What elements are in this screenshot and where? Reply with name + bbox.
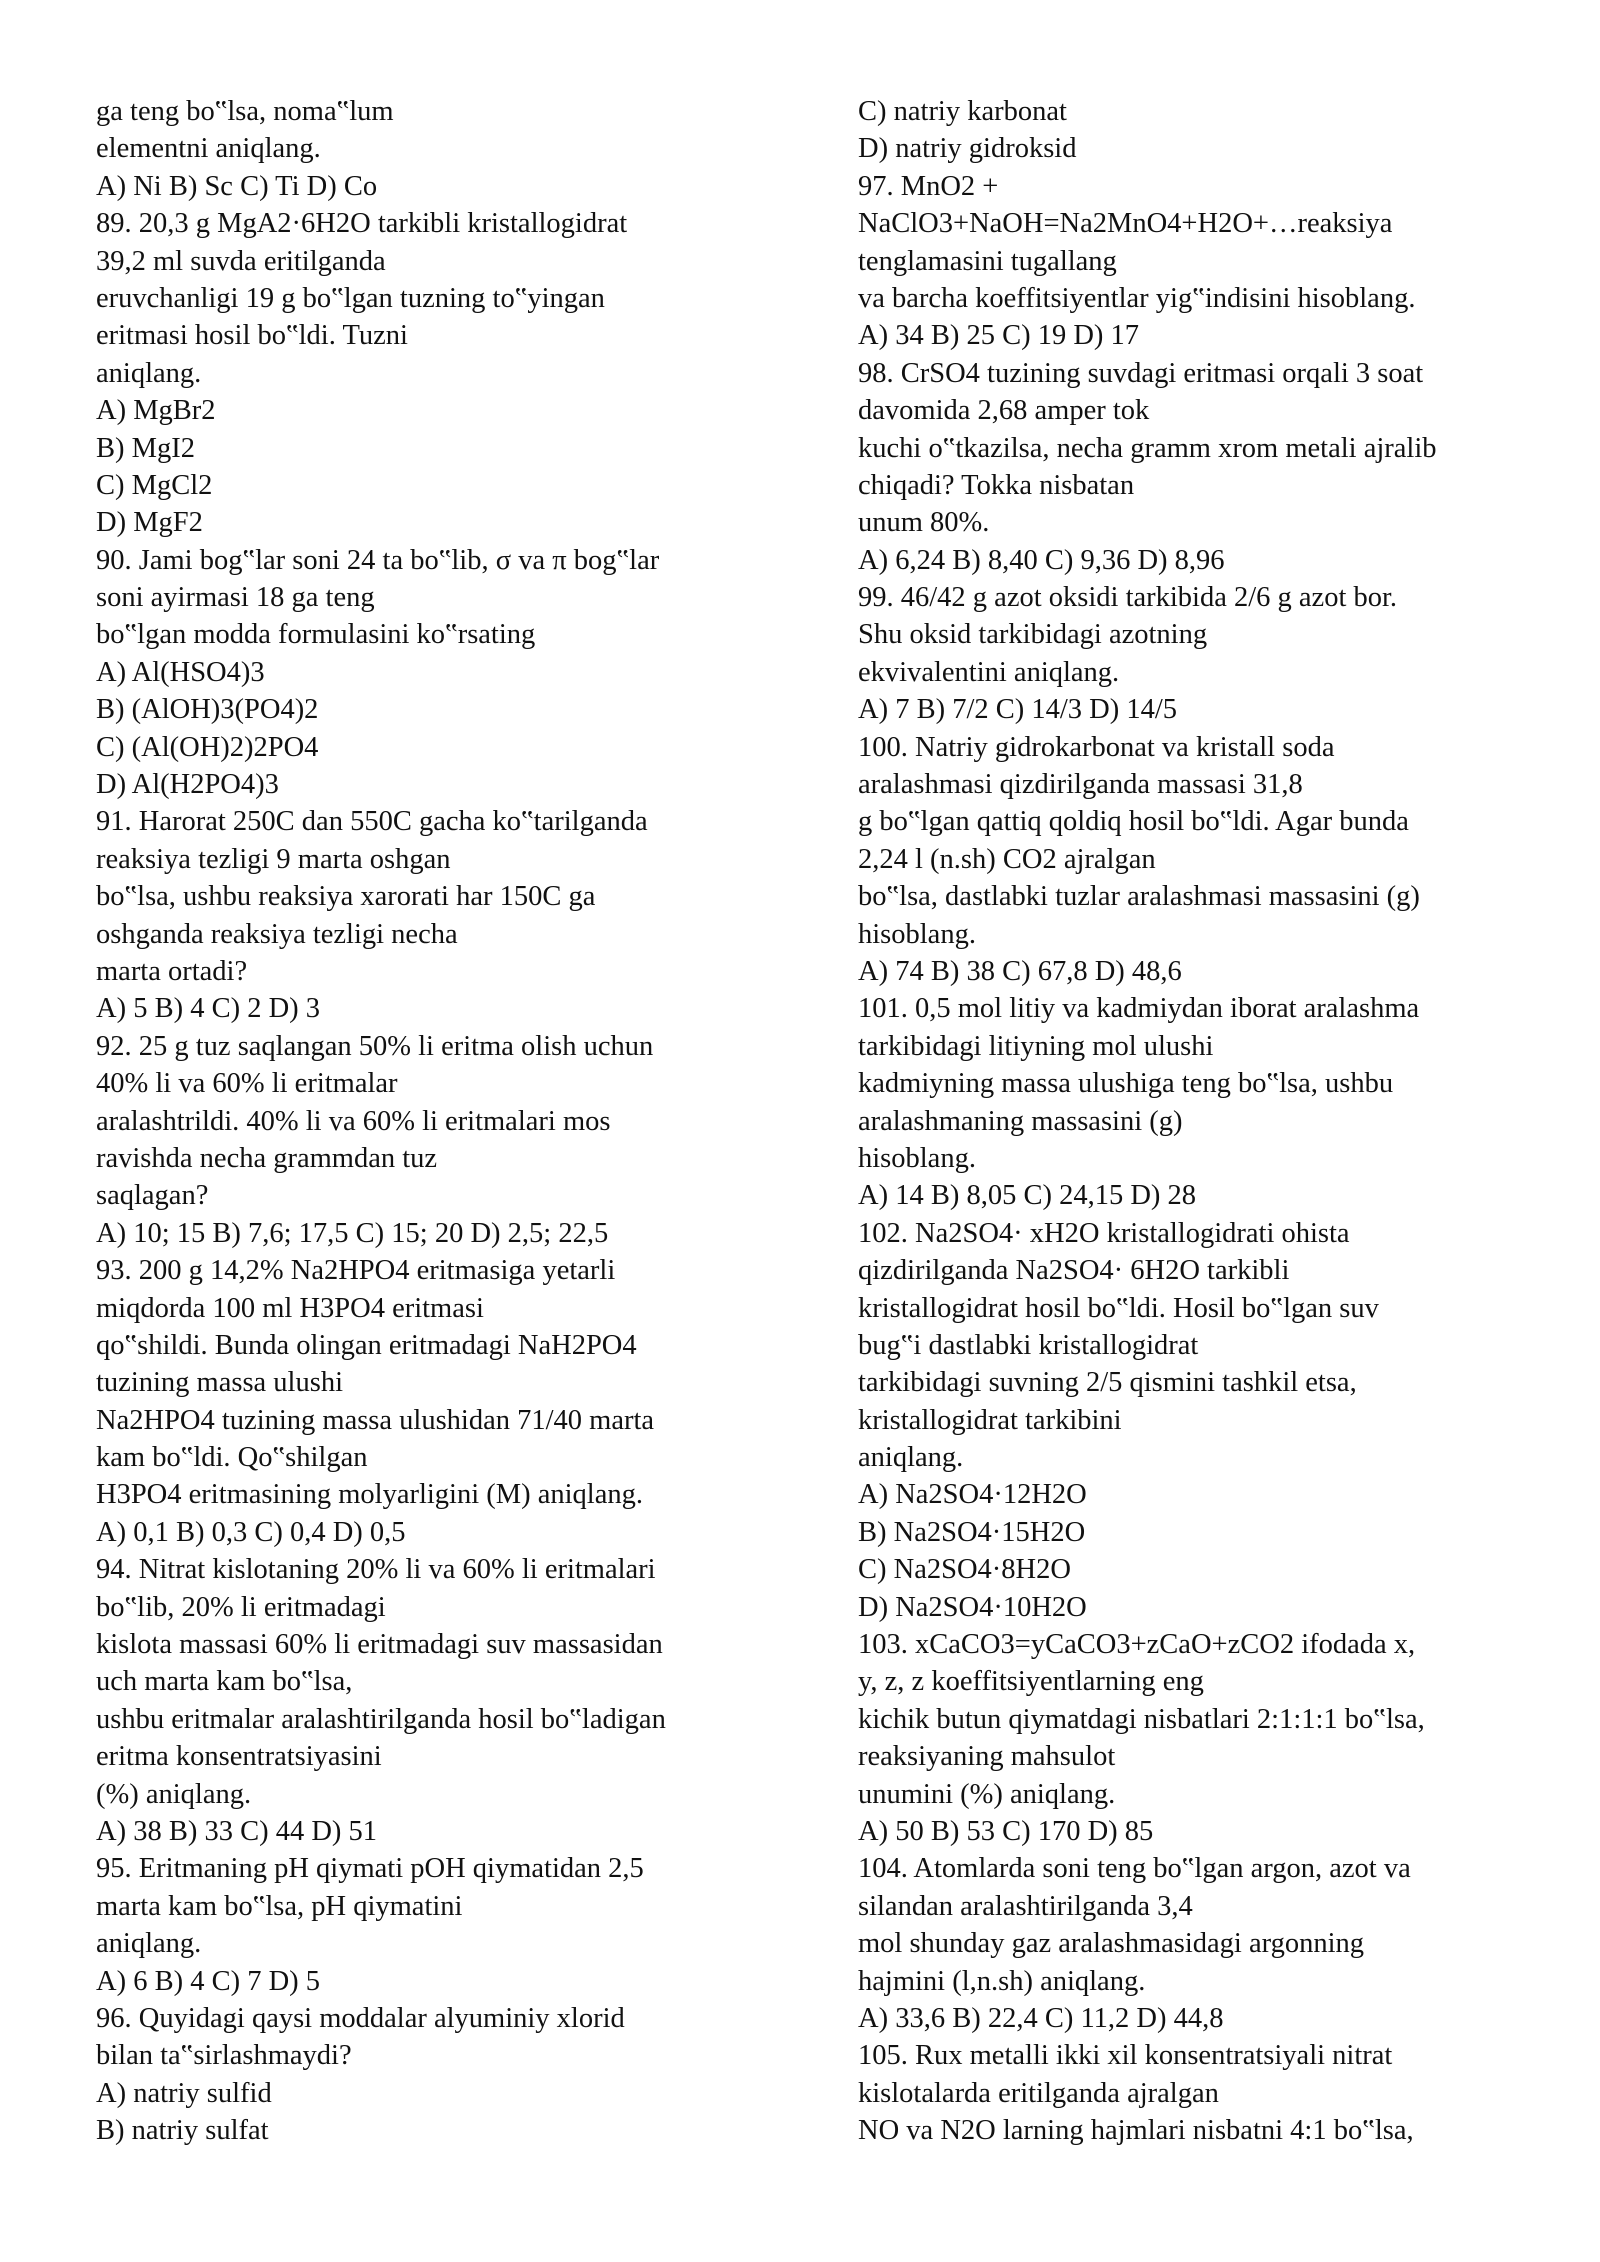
answer-options: A) 10; 15 B) 7,6; 17,5 C) 15; 20 D) 2,5; 22,5 (96, 1217, 609, 1249)
text-line: eritma konsentratsiyasini (96, 1741, 382, 1773)
question-105: 105. Rux metalli ikki xil konsentratsiyali nitrat (858, 2040, 1393, 2072)
text-line: hisoblang. (858, 918, 976, 950)
question-96: 96. Quyidagi qaysi moddalar alyuminiy xlorid (96, 2002, 625, 2034)
text-line: (%) aniqlang. (96, 1778, 252, 1810)
text-line: va barcha koeffitsiyentlar yig‟indisini hisoblang. (858, 282, 1416, 314)
text-line: saqlagan? (96, 1180, 209, 1212)
text-line: kristallogidrat hosil bo‟ldi. Hosil bo‟lgan suv (858, 1292, 1379, 1324)
question-102: 102. Na2SO4· xH2O kristallogidrati ohista (858, 1217, 1350, 1249)
text-line: hajmini (l,n.sh) aniqlang. (858, 1965, 1146, 1997)
text-line: tenglamasini tugallang (858, 245, 1117, 277)
text-line: kichik butun qiymatdagi nisbatlari 2:1:1:1 bo‟lsa, (858, 1703, 1425, 1735)
text-line: unum 80%. (858, 507, 990, 539)
text-line: aralashtrildi. 40% li va 60% li eritmalari mos (96, 1105, 611, 1137)
answer-option: D) MgF2 (96, 507, 203, 539)
text-line: bilan ta‟sirlashmaydi? (96, 2040, 352, 2072)
text-line: ekvivalentini aniqlang. (858, 656, 1120, 688)
text-line: y, z, z koeffitsiyentlarning eng (858, 1666, 1204, 1698)
answer-options: A) 6 B) 4 C) 7 D) 5 (96, 1965, 321, 1997)
answer-option: B) Na2SO4·15H2O (858, 1516, 1086, 1548)
text-line: kristallogidrat tarkibini (858, 1404, 1122, 1436)
question-89: 89. 20,3 g MgA2·6H2O tarkibli kristallogidrat (96, 208, 628, 240)
question-94: 94. Nitrat kislotaning 20% li va 60% li eritmalari (96, 1554, 656, 1586)
text-line: NaClO3+NaOH=Na2MnO4+H2O+…reaksiya (858, 208, 1393, 240)
text-line: ushbu eritmalar aralashtirilganda hosil bo‟ladigan (96, 1703, 666, 1735)
answer-options: A) 33,6 B) 22,4 C) 11,2 D) 44,8 (858, 2002, 1224, 2034)
text-line: chiqadi? Tokka nisbatan (858, 469, 1135, 501)
question-100: 100. Natriy gidrokarbonat va kristall soda (858, 731, 1335, 763)
text-line: NO va N2O larning hajmlari nisbatni 4:1 bo‟lsa, (858, 2115, 1414, 2147)
text-line: silandan aralashtirilganda 3,4 (858, 1890, 1193, 1922)
text-line: hisoblang. (858, 1142, 976, 1174)
text-line: kuchi o‟tkazilsa, necha gramm xrom metali ajralib (858, 432, 1437, 464)
text-line: Na2HPO4 tuzining massa ulushidan 71/40 marta (96, 1404, 655, 1436)
text-line: eritmasi hosil bo‟ldi. Tuzni (96, 320, 408, 352)
answer-option: C) (Al(OH)2)2PO4 (96, 731, 319, 763)
answer-option: A) natriy sulfid (96, 2077, 272, 2109)
text-line: oshganda reaksiya tezligi necha (96, 918, 458, 950)
answer-option: A) MgBr2 (96, 395, 216, 427)
text-line: reaksiya tezligi 9 marta oshgan (96, 843, 451, 875)
text-line: Shu oksid tarkibidagi azotning (858, 619, 1208, 651)
question-97: 97. MnO2 + (858, 170, 999, 202)
question-95: 95. Eritmaning pH qiymati pOH qiymatidan 2,5 (96, 1853, 644, 1885)
answer-option: D) Al(H2PO4)3 (96, 769, 279, 801)
text-line: marta kam bo‟lsa, pH qiymatini (96, 1890, 463, 1922)
question-104: 104. Atomlarda soni teng bo‟lgan argon, azot va (858, 1853, 1411, 1885)
right-column (858, 93, 1578, 2149)
text-line: bo‟lib, 20% li eritmadagi (96, 1591, 386, 1623)
text-line: unumini (%) aniqlang. (858, 1778, 1116, 1810)
text-line: qizdirilganda Na2SO4· 6H2O tarkibli (858, 1255, 1290, 1287)
answer-options: A) 6,24 B) 8,40 C) 9,36 D) 8,96 (858, 544, 1225, 576)
text-line: kislotalarda eritilganda ajralgan (858, 2077, 1219, 2109)
question-98: 98. CrSO4 tuzining suvdagi eritmasi orqali 3 soat (858, 357, 1424, 389)
answer-option: B) natriy sulfat (96, 2115, 269, 2147)
answer-option: A) Al(HSO4)3 (96, 656, 265, 688)
text-line: aniqlang. (96, 1928, 202, 1960)
answer-options: A) 0,1 B) 0,3 C) 0,4 D) 0,5 (96, 1516, 406, 1548)
text-line: bug‟i dastlabki kristallogidrat (858, 1329, 1199, 1361)
text-line: qo‟shildi. Bunda olingan eritmadagi NaH2PO4 (96, 1329, 637, 1361)
question-92: 92. 25 g tuz saqlangan 50% li eritma olish uchun (96, 1030, 654, 1062)
text-line: kislota massasi 60% li eritmadagi suv massasidan (96, 1629, 663, 1661)
answer-options: A) 14 B) 8,05 C) 24,15 D) 28 (858, 1180, 1197, 1212)
answer-option: C) MgCl2 (96, 469, 213, 501)
text-line: bo‟lsa, ushbu reaksiya xarorati har 150C ga (96, 881, 596, 913)
answer-option: A) Na2SO4·12H2O (858, 1479, 1087, 1511)
text-line: g bo‟lgan qattiq qoldiq hosil bo‟ldi. Agar bunda (858, 806, 1409, 838)
text-line: bo‟lsa, dastlabki tuzlar aralashmasi massasini (g) (858, 881, 1420, 913)
text-line: 2,24 l (n.sh) CO2 ajralgan (858, 843, 1156, 875)
text-line: marta ortadi? (96, 955, 248, 987)
text-line: H3PO4 eritmasining molyarligini (M) aniqlang. (96, 1479, 643, 1511)
text-line: tarkibidagi suvning 2/5 qismini tashkil etsa, (858, 1367, 1357, 1399)
question-99: 99. 46/42 g azot oksidi tarkibida 2/6 g azot bor. (858, 582, 1398, 614)
answer-options: A) 5 B) 4 C) 2 D) 3 (96, 993, 321, 1025)
answer-option: D) Na2SO4·10H2O (858, 1591, 1087, 1623)
text-line: aralashmasi qizdirilganda massasi 31,8 (858, 769, 1303, 801)
text-line: soni ayirmasi 18 ga teng (96, 582, 375, 614)
question-103: 103. xCaCO3=yCaCO3+zCaO+zCO2 ifodada x, (858, 1629, 1416, 1661)
text-line: uch marta kam bo‟lsa, (96, 1666, 353, 1698)
text-line: davomida 2,68 amper tok (858, 395, 1150, 427)
answer-options: A) Ni B) Sc C) Ti D) Co (96, 170, 378, 202)
question-93: 93. 200 g 14,2% Na2HPO4 eritmasiga yetarli (96, 1255, 616, 1287)
text-line: aniqlang. (96, 357, 202, 389)
text-line: aralashmaning massasini (g) (858, 1105, 1183, 1137)
text-line: 40% li va 60% li eritmalar (96, 1068, 398, 1100)
text-line: tarkibidagi litiyning mol ulushi (858, 1030, 1214, 1062)
question-91: 91. Harorat 250C dan 550C gacha ko‟tarilganda (96, 806, 648, 838)
text-line: kadmiyning massa ulushiga teng bo‟lsa, ushbu (858, 1068, 1394, 1100)
answer-option: B) (AlOH)3(PO4)2 (96, 694, 319, 726)
answer-option: B) MgI2 (96, 432, 195, 464)
left-column (96, 93, 796, 2149)
text-line: ga teng bo‟lsa, noma‟lum (96, 96, 394, 127)
text-line: elementni aniqlang. (96, 133, 321, 165)
text-line: mol shunday gaz aralashmasidagi argonning (858, 1928, 1365, 1960)
text-line: eruvchanligi 19 g bo‟lgan tuzning to‟yingan (96, 282, 605, 314)
answer-options: A) 50 B) 53 C) 170 D) 85 (858, 1815, 1154, 1847)
answer-option: C) Na2SO4·8H2O (858, 1554, 1071, 1586)
answer-options: A) 34 B) 25 C) 19 D) 17 (858, 320, 1140, 352)
text-line: reaksiyaning mahsulot (858, 1741, 1116, 1773)
text-line: tuzining massa ulushi (96, 1367, 343, 1399)
text-line: bo‟lgan modda formulasini ko‟rsating (96, 619, 536, 651)
question-101: 101. 0,5 mol litiy va kadmiydan iborat aralashma (858, 993, 1420, 1025)
answer-option: C) natriy karbonat (858, 96, 1067, 127)
text-line: ravishda necha grammdan tuz (96, 1142, 438, 1174)
answer-options: A) 7 B) 7/2 C) 14/3 D) 14/5 (858, 694, 1178, 726)
answer-options: A) 38 B) 33 C) 44 D) 51 (96, 1815, 378, 1847)
text-line: aniqlang. (858, 1442, 964, 1474)
text-line: kam bo‟ldi. Qo‟shilgan (96, 1442, 368, 1474)
answer-option: D) natriy gidroksid (858, 133, 1077, 165)
answer-options: A) 74 B) 38 C) 67,8 D) 48,6 (858, 955, 1182, 987)
question-90: 90. Jami bog‟lar soni 24 ta bo‟lib, σ va π bog‟lar (96, 544, 660, 576)
text-line: 39,2 ml suvda eritilganda (96, 245, 386, 277)
text-line: miqdorda 100 ml H3PO4 eritmasi (96, 1292, 484, 1324)
